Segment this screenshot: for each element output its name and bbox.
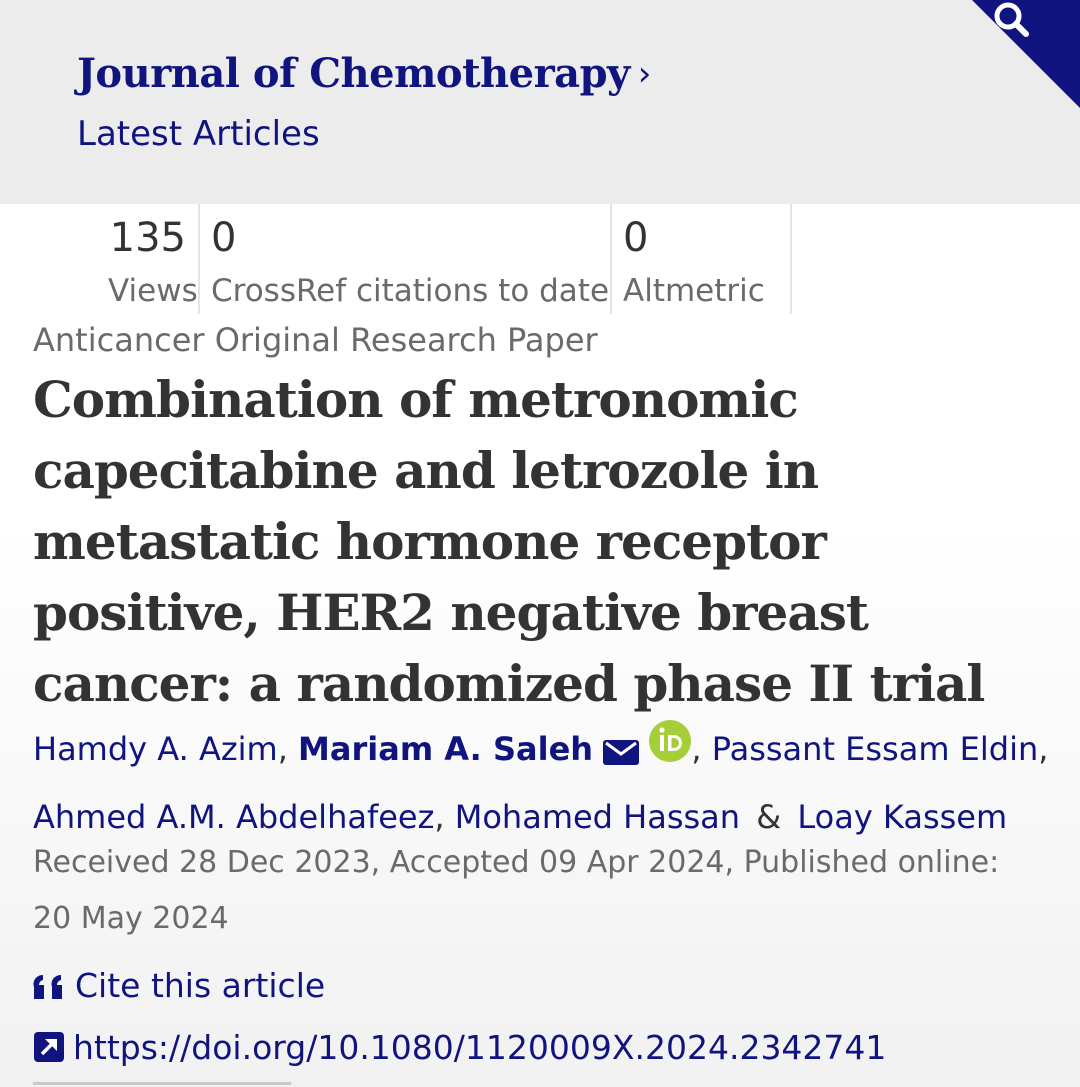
views-metric: [0, 204, 200, 314]
author-separator: ,: [434, 798, 445, 836]
chevron-right-icon: ›: [637, 54, 651, 94]
external-link-icon: [33, 1028, 65, 1076]
views-label: Views: [108, 273, 198, 309]
section-divider: [33, 1082, 291, 1085]
crossref-label: CrossRef citations to date: [211, 273, 610, 309]
doi-link[interactable]: [33, 1024, 886, 1076]
doi-url: https://doi.org/10.1080/1120009X.2024.2342741: [73, 1028, 887, 1067]
altmetric-label: Altmetric: [623, 273, 765, 309]
search-icon: [972, 0, 1080, 108]
author-separator: ,: [277, 730, 288, 768]
article-title-line: capecitabine and letrozole in: [33, 441, 819, 500]
author-ampersand: &: [756, 798, 782, 836]
quote-icon: [33, 966, 67, 1014]
publication-dates: Received 28 Dec 2023, Accepted 09 Apr 2024, Published online: 20 May 2024: [33, 845, 1000, 936]
altmetric-count: 0: [623, 215, 649, 261]
views-count: 135: [109, 215, 186, 261]
journal-title: Journal of Chemotherapy: [77, 50, 630, 97]
author-link[interactable]: Hamdy A. Azim: [33, 730, 278, 768]
journal-header: [0, 0, 1080, 204]
author-list: [33, 718, 1073, 848]
article-title-line: cancer: a randomized phase II trial: [33, 654, 985, 713]
altmetric-metric[interactable]: [612, 204, 792, 314]
author-link-corresponding[interactable]: Mariam A. Saleh: [298, 730, 594, 768]
crossref-metric[interactable]: [200, 204, 612, 314]
author-link[interactable]: Passant Essam Eldin: [711, 730, 1039, 768]
article-title: [33, 364, 1043, 719]
crossref-count: 0: [211, 215, 237, 261]
latest-articles-link[interactable]: Latest Articles: [77, 114, 320, 154]
article-title-line: metastatic hormone receptor: [33, 512, 826, 571]
article-metrics: [0, 204, 800, 314]
search-button[interactable]: [972, 0, 1080, 108]
author-link[interactable]: Ahmed A.M. Abdelhafeez: [33, 798, 435, 836]
cite-article-link[interactable]: [33, 962, 325, 1014]
orcid-icon[interactable]: [649, 720, 691, 782]
article-title-line: positive, HER2 negative breast: [33, 583, 868, 642]
cite-article-label: Cite this article: [75, 966, 326, 1005]
author-link[interactable]: Loay Kassem: [797, 798, 1008, 836]
journal-title-link[interactable]: [77, 46, 651, 102]
author-link[interactable]: Mohamed Hassan: [454, 798, 741, 836]
article-type: Anticancer Original Research Paper: [33, 321, 598, 359]
article-title-line: Combination of metronomic: [33, 370, 798, 429]
author-separator: ,: [691, 730, 702, 768]
author-separator: ,: [1038, 730, 1049, 768]
envelope-icon[interactable]: [603, 724, 639, 786]
